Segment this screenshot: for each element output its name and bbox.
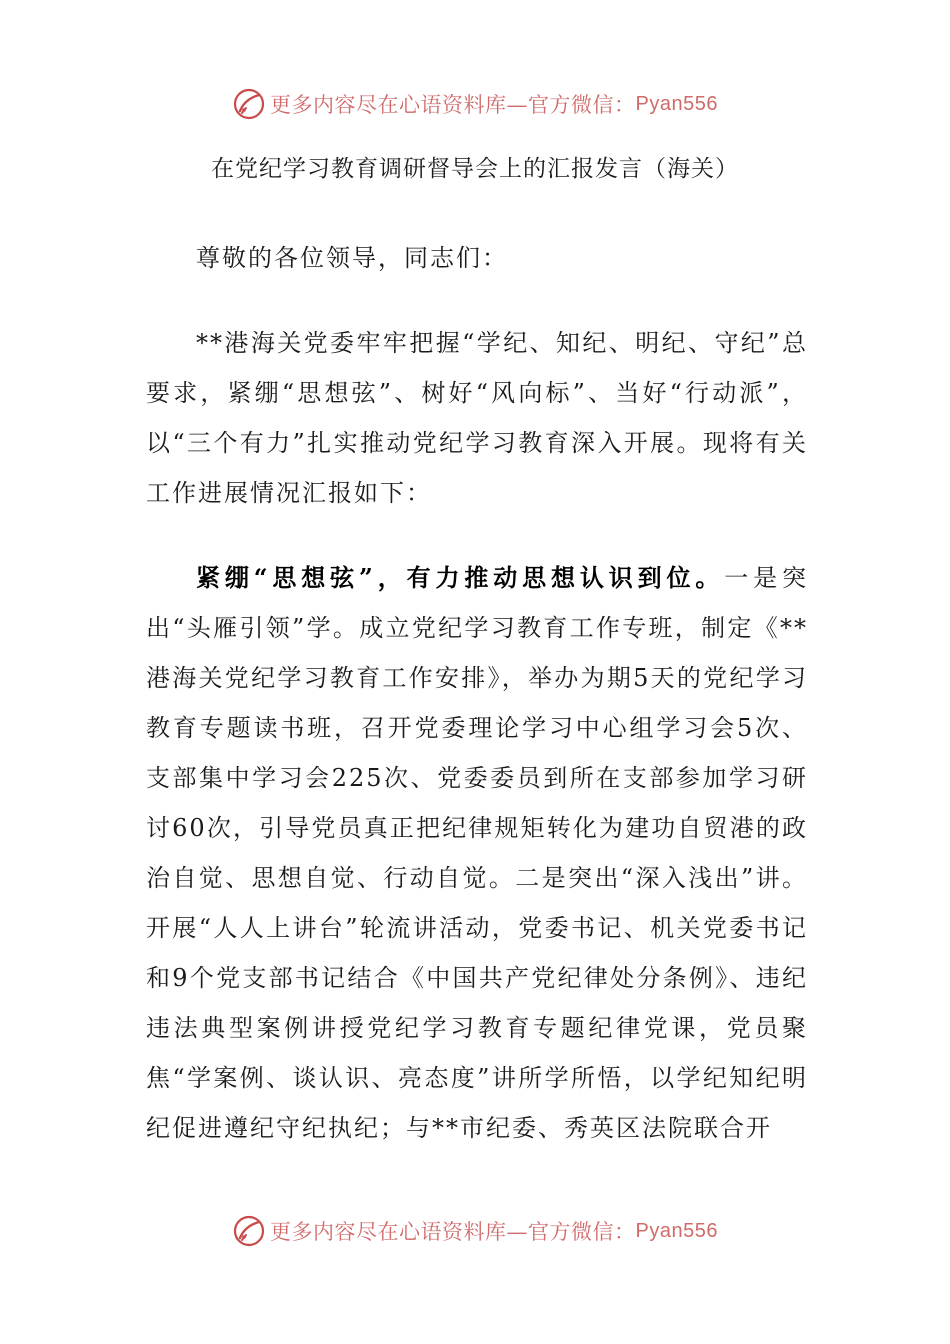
pen-logo-icon [232,1214,266,1248]
salutation: 尊敬的各位领导，同志们： [196,244,508,272]
watermark-banner-top [0,84,950,124]
salutation-block [146,233,808,283]
watermark-wechat-id: Pyan556 [635,1219,718,1242]
watermark-text: 更多内容尽在心语资料库—官方微信： [270,93,636,117]
pen-logo-icon [232,87,266,121]
watermark-banner-bottom [0,1211,950,1251]
watermark-text: 更多内容尽在心语资料库—官方微信： [270,1220,636,1244]
section-body-text: 一是突出“头雁引领”学。成立党纪学习教育工作专班，制定《**港海关党纪学习教育工作安排》，举办为期5天的党纪学习教育专题读书班，召开党委理论学习中心组学习会5次、支部集中学习会225次、党委委员到所在支部参加学习研讨60次，引导党员真正把纪律规矩转化为建功自贸港的政治自觉、思想自觉、行动自觉。二是突出“深入浅出”讲。开展“人人上讲台”轮流讲活动，党委书记、机关党委书记和9个党支部书记结合《中国共产党纪律处分条例》、违纪违法典型案例讲授党纪学习教育专题纪律党课，党员聚焦“学案例、谈认识、亮态度”讲所学所悟，以学纪知纪明纪促进遵纪守纪执纪；与**市纪委、秀英区法院联合开 [146,564,809,1142]
section-heading-lead: 紧绷“思想弦”，有力推动思想认识到位。 [196,563,725,592]
paragraph-intro-text: **港海关党委牢牢把握“学纪、知纪、明纪、守纪”总要求，紧绷“思想弦”、树好“风向标”、当好“行动派”，以“三个有力”扎实推动党纪学习教育深入开展。现将有关工作进展情况汇报如下： [146,329,808,507]
paragraph-section-one-text [146,553,808,1153]
document-title: 在党纪学习教育调研督导会上的汇报发言（海关） [211,156,739,182]
watermark-wechat-id: Pyan556 [635,92,718,115]
paragraph-intro [146,318,808,518]
paragraph-section-one [146,553,808,1153]
